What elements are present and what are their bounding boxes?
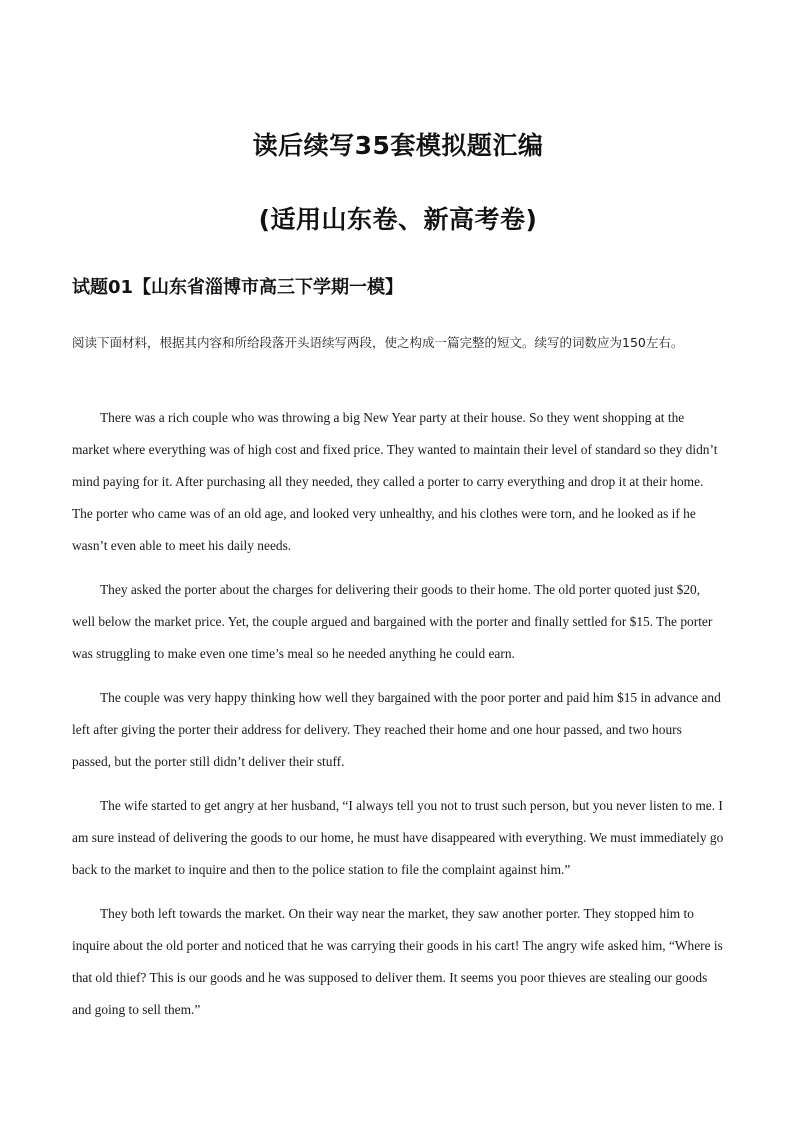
instructions-text: 阅读下面材料，根据其内容和所给段落开头语续写两段，使之构成一篇完整的短文。续写的词数应为150左右。 [72,335,684,350]
passage-paragraph-2: They asked the porter about the charges for delivering their goods to their home. The old porter quoted just $20, well below the market price. Yet, the couple argued and bargained with the porter and finally settled for $15. The porter was struggling to make even one time’s meal so he needed anything he could earn. [72,582,713,661]
document-subtitle: (适用山东卷、新高考卷) [258,205,538,234]
passage-paragraph-4: The wife started to get angry at her husband, “I always tell you not to trust such person, but you never listen to me. I am sure instead of delivering the goods to our home, he must have disappeared with everything. We must immediately go back to the market to inquire and then to the police station to file the complaint against him.” [72,798,724,877]
passage-paragraph-1: There was a rich couple who was throwing a big New Year party at their house. So they went shopping at the market where everything was of high cost and fixed price. They wanted to maintain their level of standard so they didn’t mind paying for it. After purchasing all they needed, they called a porter to carry everything and drop it at their home. The porter who came was of an old age, and looked very unhealthy, and his clothes were torn, and he looked as if he wasn’t even able to meet his daily needs. [72,410,718,553]
passage-paragraph-5: They both left towards the market. On their way near the market, they saw another porter. They stopped him to inquire about the old porter and noticed that he was carrying their goods in his cart! The angry wife asked him, “Where is that old thief? This is our goods and he was supposed to deliver them. It seems you poor thieves are stealing our goods and going to sell them.” [72,906,723,1017]
section-heading: 试题01【山东省淄博市高三下学期一模】 [72,277,404,298]
document-title: 读后续写35套模拟题汇编 [252,131,544,160]
passage-body [72,402,724,1038]
passage-paragraph-3: The couple was very happy thinking how well they bargained with the poor porter and paid him $15 in advance and left after giving the porter their address for delivery. They reached their home and one hour passed, and two hours passed, but the porter still didn’t deliver their stuff. [72,690,721,769]
document-page [72,0,724,1123]
